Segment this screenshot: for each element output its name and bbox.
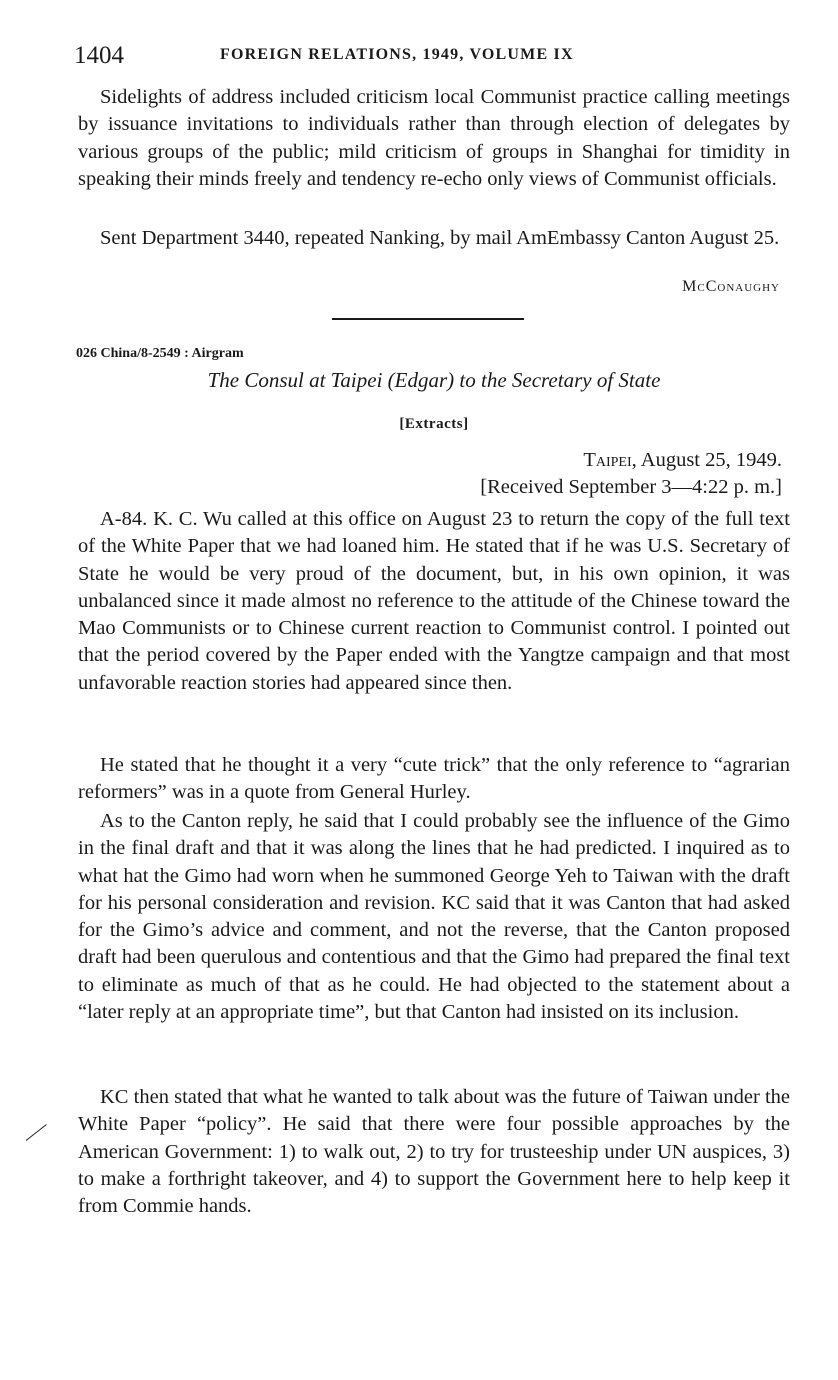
signature: McConaughy <box>682 278 780 295</box>
paragraph-sent-department: Sent Department 3440, repeated Nanking, by mail AmEmbassy Canton August 25. <box>100 227 780 249</box>
paragraph-sidelights: Sidelights of address included criticism local Communist practice calling meetings by issuance invitations to individuals rather than through election of delegates by various groups of the public; mild criticism of groups in Shanghai for timidity in speaking their minds freely and tendency re-echo only views of Communist officials. <box>78 86 790 190</box>
paragraph-cute-trick: He stated that he thought it a very “cute trick” that the only reference to “agrarian reformers” was in a quote from General Hurley. <box>78 754 790 804</box>
date-line <box>480 447 782 474</box>
date-text: , August 25, 1949. <box>631 449 782 471</box>
extracts-label: [Extracts] <box>399 416 469 432</box>
margin-mark <box>26 1124 47 1141</box>
paragraph-a84: A-84. K. C. Wu called at this office on August 23 to return the copy of the full text of the White Paper that we had loaned him. He stated that if he was U.S. Secretary of State he would be very proud of the document, but, in his own opinion, it was unbalanced since it made almost no reference to the attitude of the Chinese toward the Mao Communists or to Chinese current reaction to Communist control. I pointed out that the period covered by the Paper ended with the Yangtze campaign and that most unfavorable reaction stories had appeared since then. <box>78 508 790 694</box>
paragraph-canton-reply: As to the Canton reply, he said that I could probably see the influence of the Gimo in the final draft and that it was along the lines that he had predicted. I inquired as to what hat the Gimo had worn when he summoned George Yeh to Taiwan with the draft for his personal consideration and revision. KC said that it was Canton that had asked for the Gimo’s advice and comment, and not the reverse, that the Canton proposed draft had been querulous and contentious and that the Gimo had prepared the final text to eliminate as much of that as he could. He had objected to the statement about a “later reply at an appropriate time”, but that Canton had insisted on its inclusion. <box>78 810 790 1024</box>
section-divider <box>332 318 524 320</box>
place-name: Taipei <box>583 449 632 471</box>
dateline <box>480 447 782 501</box>
document-heading: The Consul at Taipei (Edgar) to the Secretary of State <box>207 368 661 392</box>
received-line: [Received September 3—4:22 p. m.] <box>480 476 782 498</box>
page-number: 1404 <box>74 42 124 69</box>
file-number: 026 China/8-2549 : Airgram <box>76 346 244 361</box>
paragraph-future-taiwan: KC then stated that what he wanted to talk about was the future of Taiwan under the White Paper “policy”. He said that there were four possible approaches by the American Government: 1) to walk out, 2) to try for trusteeship under UN auspices, 3) to make a forthright takeover, and 4) to support the Government here to help keep it from Commie hands. <box>78 1086 790 1218</box>
running-title: FOREIGN RELATIONS, 1949, VOLUME IX <box>220 46 574 63</box>
running-head <box>74 42 774 76</box>
